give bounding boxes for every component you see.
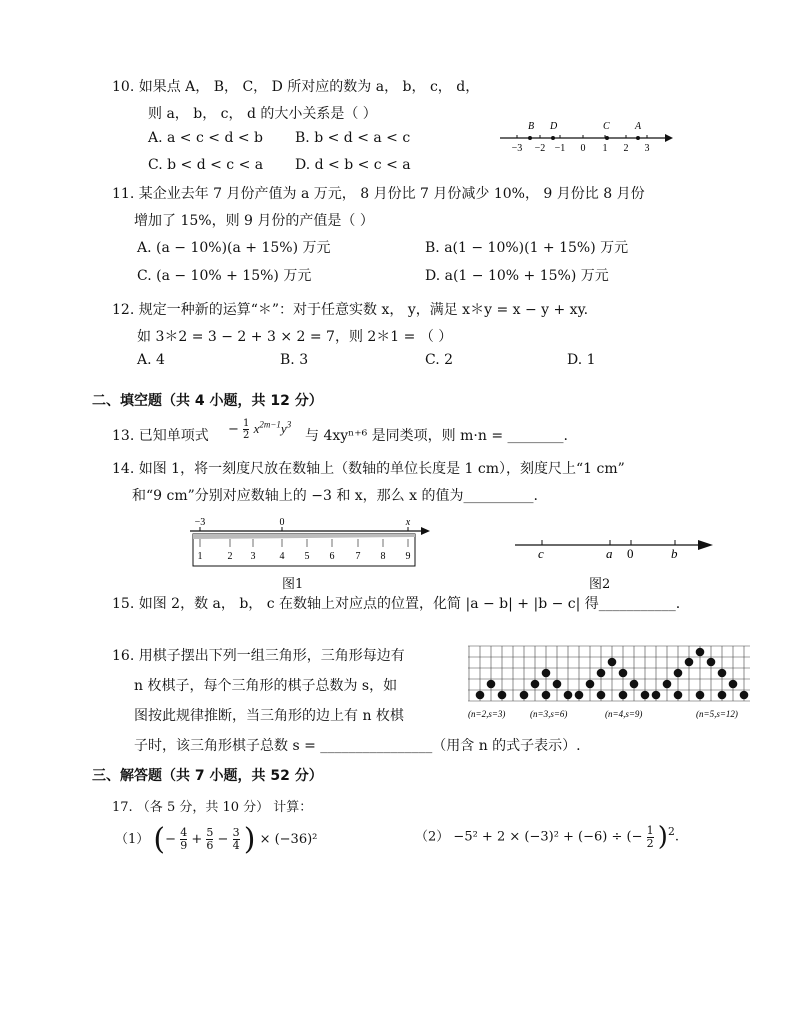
q14-figure-1 bbox=[185, 515, 435, 571]
q10-tick: 2 bbox=[623, 143, 629, 154]
q16-caption: (n=5,s=12) bbox=[696, 709, 738, 719]
q14-stem-line1: 14. 如图 1，将一刻度尺放在数轴上（数轴的单位长度是 1 cm），刻度尺上“1 cm” bbox=[112, 461, 625, 477]
q11-option-b: B. a(1 − 10%)(1 + 15%) 万元 bbox=[425, 240, 629, 256]
q10-tick: 0 bbox=[580, 143, 586, 154]
q16-stem-line1: 16. 用棋子摆出下列一组三角形，三角形每边有 bbox=[112, 648, 405, 664]
fig1-axis-label: 0 bbox=[279, 517, 285, 528]
q12-stem-line1: 12. 规定一种新的运算“＊”：对于任意实数 x， y，满足 x＊y = x − y + xy. bbox=[112, 302, 589, 318]
q16-stem-line4: 子时，该三角形棋子总数 s = ________________（用含 n 的式子表示）. bbox=[134, 738, 581, 754]
q13-stem-pre: 13. 已知单项式 bbox=[112, 428, 209, 444]
q10-option-b: B. b < d < a < c bbox=[295, 130, 411, 146]
q16-stem-line3: 图按此规律推断，当三角形的边上有 n 枚棋 bbox=[134, 708, 404, 724]
q10-tick: −3 bbox=[511, 143, 523, 154]
ruler-label: 2 bbox=[227, 551, 233, 562]
q17-title: 17. （各 5 分，共 10 分） 计算： bbox=[112, 800, 313, 815]
q14-stem-line2: 和“9 cm”分别对应数轴上的 −3 和 x，那么 x 的值为__________. bbox=[132, 488, 538, 504]
q12-option-a: A. 4 bbox=[137, 352, 165, 368]
q12-option-b: B. 3 bbox=[280, 352, 309, 368]
q10-point-label: B bbox=[528, 121, 535, 132]
q16-caption: (n=2,s=3) bbox=[468, 709, 506, 719]
q16-stem-line2: n 枚棋子，每个三角形的棋子总数为 s，如 bbox=[134, 678, 398, 694]
q10-tick: 1 bbox=[602, 143, 608, 154]
q16-caption: (n=3,s=6) bbox=[530, 709, 568, 719]
q10-option-c: C. b < d < c < a bbox=[148, 157, 264, 173]
q17-part1-label: （1） bbox=[115, 832, 150, 847]
q11-option-c: C. (a − 10% + 15%) 万元 bbox=[137, 268, 312, 284]
q10-point-label: C bbox=[603, 121, 610, 132]
fig1-axis-label: x bbox=[405, 517, 411, 528]
q16-caption: (n=4,s=9) bbox=[605, 709, 643, 719]
q10-tick: −2 bbox=[534, 143, 546, 154]
q17-part2: （2） −5² + 2 × (−3)² + (−6) ÷ (− $\frac{1}{2}$ )$^2$. bbox=[415, 822, 679, 852]
q10-option-d: D. d < b < c < a bbox=[295, 157, 411, 173]
q10-option-a: A. a < c < d < b bbox=[148, 130, 264, 146]
q10-tick: 3 bbox=[644, 143, 650, 154]
ruler-label: 7 bbox=[355, 551, 361, 562]
q13-monomial: − $\frac{1}{2}$ $x^{2m-1}y^3$ bbox=[228, 418, 292, 441]
q12-option-c: C. 2 bbox=[425, 352, 454, 368]
q12-option-d: D. 1 bbox=[567, 352, 596, 368]
ruler-label: 5 bbox=[304, 551, 310, 562]
fig2-label: b bbox=[671, 546, 678, 560]
q10-point-label: D bbox=[550, 121, 558, 132]
q10-tick: −1 bbox=[554, 143, 566, 154]
section-heading-fill-in: 二、填空题（共 4 小题，共 12 分） bbox=[92, 393, 323, 409]
q11-stem-line1: 11. 某企业去年 7 月份产值为 a 万元， 8 月份比 7 月份减少 10%， 9 月份比 8 月份 bbox=[112, 186, 645, 202]
q17-part2-expr: −5² + 2 × (−3)² + (−6) ÷ (− bbox=[453, 829, 643, 845]
q13-frac-num: 1 bbox=[243, 418, 250, 429]
ruler-label: 6 bbox=[329, 551, 335, 562]
q17-part1-tail: × (−36)² bbox=[259, 832, 318, 847]
q10-stem-line2: 则 a， b， c， d 的大小关系是（ ） bbox=[148, 106, 377, 122]
fig1-axis-label: −3 bbox=[194, 517, 206, 528]
ruler-label: 9 bbox=[405, 551, 411, 562]
fig1-caption: 图1 bbox=[282, 577, 304, 592]
section-heading-solutions: 三、解答题（共 7 小题，共 52 分） bbox=[92, 768, 323, 784]
fig2-caption: 图2 bbox=[589, 577, 611, 592]
q11-option-a: A. (a − 10%)(a + 15%) 万元 bbox=[137, 240, 331, 256]
q10-point-label: A bbox=[635, 121, 642, 132]
q15-figure-2 bbox=[510, 532, 720, 560]
q12-stem-line2: 如 3＊2 = 3 − 2 + 3 × 2 = 7，则 2＊1 = （ ） bbox=[137, 329, 453, 345]
q10-stem-line1: 10. 如果点 A， B， C， D 所对应的数为 a， b， c， d， bbox=[112, 79, 480, 95]
q10-number-line bbox=[495, 116, 675, 156]
q15-stem: 15. 如图 2，数 a， b， c 在数轴上对应点的位置，化简 |a − b| + |b − c| 得___________. bbox=[112, 596, 681, 612]
ruler-label: 3 bbox=[250, 551, 256, 562]
fig2-label: 0 bbox=[627, 546, 634, 560]
q16-chess-triangles bbox=[468, 644, 752, 724]
fig2-label: a bbox=[606, 546, 613, 560]
ruler-label: 8 bbox=[380, 551, 386, 562]
q11-option-d: D. a(1 − 10% + 15%) 万元 bbox=[425, 268, 609, 284]
q13-stem-rest: 与 4xyⁿ⁺⁶ 是同类项，则 m·n = ________. bbox=[305, 428, 568, 444]
ruler-label: 4 bbox=[279, 551, 285, 562]
fig2-label: c bbox=[538, 546, 544, 560]
q11-stem-line2: 增加了 15%，则 9 月份的产值是（ ） bbox=[134, 213, 374, 229]
q17-part2-label: （2） bbox=[415, 829, 450, 845]
ruler-label: 1 bbox=[197, 551, 203, 562]
q13-frac-den: 2 bbox=[243, 430, 250, 441]
q17-part1: （1） (− $\frac{4}{9}$ + $\frac{5}{6}$ − $\frac{3}{4}$ ) × (−36)² bbox=[115, 822, 318, 857]
